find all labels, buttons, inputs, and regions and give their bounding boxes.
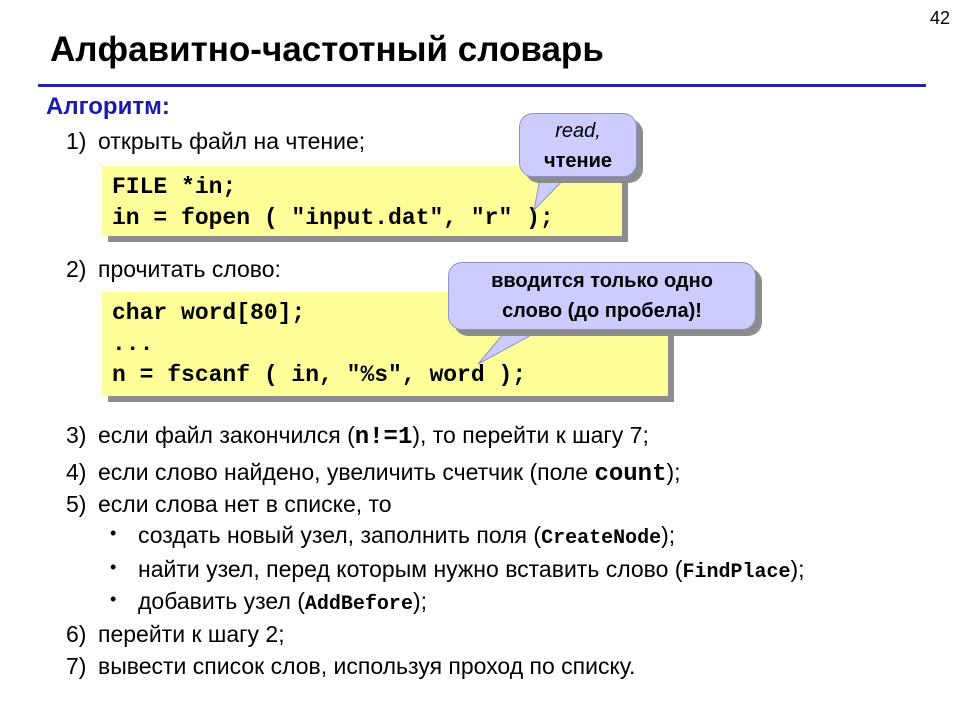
bullet-text: ); <box>412 588 428 614</box>
page-title: Алфавитно-частотный словарь <box>50 30 604 69</box>
step-text: вывести список слов, используя проход по списку. <box>98 653 636 679</box>
callout-line: чтение <box>543 150 613 172</box>
step-1 <box>66 128 365 155</box>
code-line: char word[80]; <box>112 300 306 326</box>
callout-single-word <box>448 262 756 330</box>
bullet-text: создать новый узел, заполнить поля ( <box>138 522 542 548</box>
step-text: ), то перейти к шагу 7; <box>412 422 649 448</box>
bullet-icon: • <box>110 523 117 543</box>
step-number: 4) <box>66 459 87 485</box>
bullet-text: найти узел, перед которым нужно вставить слово ( <box>138 556 683 582</box>
step-5 <box>66 491 392 518</box>
inline-code: n!=1 <box>354 424 413 451</box>
step-number: 5) <box>66 491 87 517</box>
step-number: 2) <box>66 256 87 282</box>
bullet-item <box>110 556 805 584</box>
code-line: ... <box>112 331 154 357</box>
step-text: прочитать слово: <box>98 256 281 282</box>
callout-line: read, <box>555 120 601 142</box>
inline-code: FindPlace <box>682 561 791 584</box>
callout-read <box>519 113 637 177</box>
step-text: если слово найдено, увеличить счетчик (поле <box>98 459 595 485</box>
title-divider <box>38 84 926 87</box>
bullet-text: ); <box>661 522 676 548</box>
step-text: открыть файл на чтение; <box>98 128 366 154</box>
bullet-item <box>110 522 675 550</box>
step-4 <box>66 459 681 488</box>
step-3 <box>66 422 649 451</box>
step-number: 1) <box>66 128 87 154</box>
code-line: in = fopen ( "input.dat", "r" ); <box>112 205 554 231</box>
inline-code: count <box>594 461 667 488</box>
step-number: 6) <box>66 621 87 647</box>
step-text: если слова нет в списке, то <box>98 491 392 517</box>
step-text: перейти к шагу 2; <box>98 621 285 647</box>
step-number: 3) <box>66 422 87 448</box>
bullet-text: ); <box>790 556 805 582</box>
code-line: FILE *in; <box>112 174 237 200</box>
code-line: n = fscanf ( in, "%s", word ); <box>112 362 527 388</box>
page-number: 42 <box>929 8 950 28</box>
step-2 <box>66 256 281 283</box>
bullet-icon: • <box>110 589 117 609</box>
bullet-icon: • <box>110 557 117 577</box>
inline-code: CreateNode <box>541 527 662 550</box>
callout-line: вводится только одно <box>491 270 713 292</box>
callout-line: слово (до пробела)! <box>502 300 702 322</box>
bullet-item <box>110 588 427 616</box>
step-6 <box>66 621 285 648</box>
step-number: 7) <box>66 653 87 679</box>
inline-code: AddBefore <box>304 593 413 616</box>
step-text: ); <box>666 459 681 485</box>
algorithm-heading: Алгоритм: <box>46 93 170 120</box>
step-text: если файл закончился ( <box>98 422 355 448</box>
bullet-text: добавить узел ( <box>138 588 305 614</box>
step-7 <box>66 653 635 680</box>
